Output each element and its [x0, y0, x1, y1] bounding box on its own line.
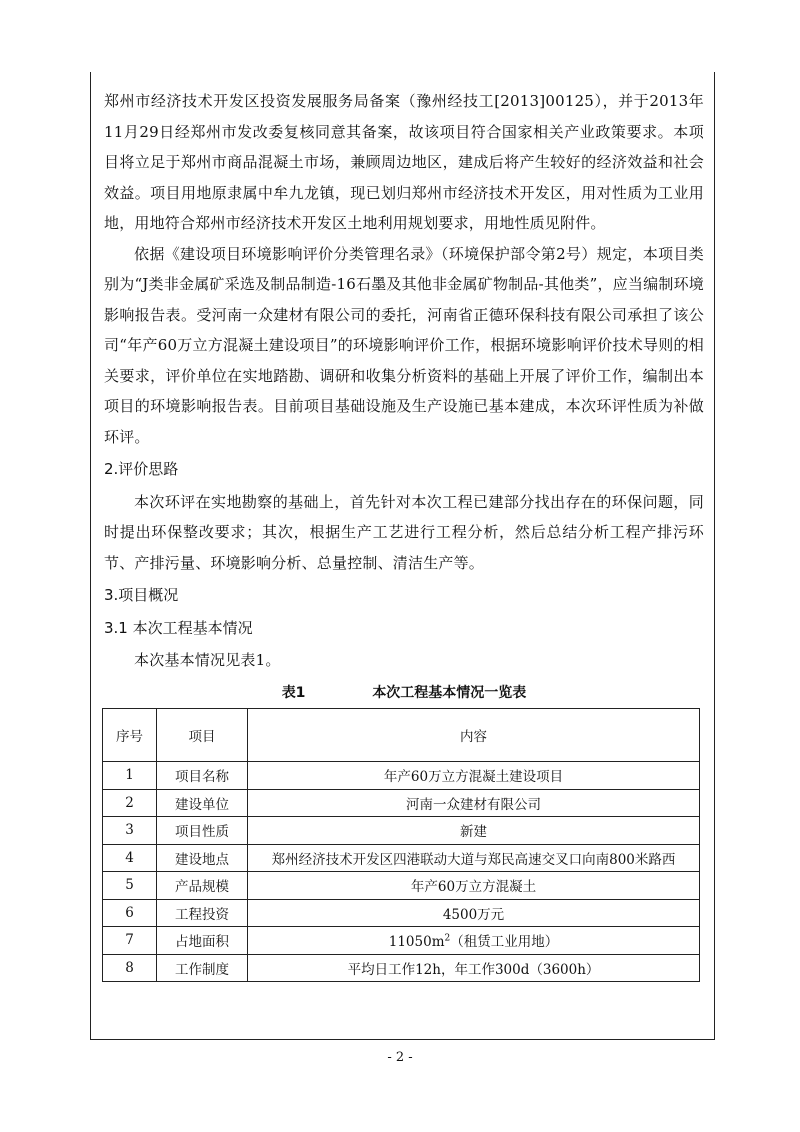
- cell-content: 年产60万立方混凝土: [248, 872, 700, 900]
- cell-item: 工作制度: [157, 954, 248, 982]
- header-serial: 序号: [103, 709, 157, 762]
- cell-serial: 5: [103, 872, 157, 900]
- table-row: [103, 899, 700, 927]
- cell-item: 项目名称: [157, 762, 248, 790]
- heading-evaluation-approach: 2.评价思路: [104, 460, 179, 478]
- table-caption: [104, 682, 704, 704]
- report-body: [104, 86, 704, 708]
- table-number: 表1: [281, 684, 306, 701]
- basic-info-table: [102, 708, 700, 982]
- cell-content: 新建: [248, 817, 700, 845]
- paragraph-project-approval: 郑州市经济技术开发区投资发展服务局备案（豫州经技工[2013]00125），并于2013年11月29日经郑州市发改委复核同意其备案，故该项目符合国家相关产业政策要求。本项目将立足于郑州市商品混凝土市场，兼顾周边地区，建成后将产生较好的经济效益和社会效益。项目用地原隶属中牟九龙镇，现已划归郑州市经济技术开发区，用对性质为工业用地，用地符合郑州市经济技术开发区土地利用规划要求，用地性质见附件。: [104, 92, 704, 232]
- cell-item: 占地面积: [157, 927, 248, 955]
- cell-serial: 8: [103, 954, 157, 982]
- cell-content: 郑州经济技术开发区四港联动大道与郑民高速交叉口向南800米路西: [248, 844, 700, 872]
- table-row: [103, 762, 700, 790]
- header-item: 项目: [157, 709, 248, 762]
- table-title: 本次工程基本情况一览表: [372, 684, 527, 701]
- table-row: [103, 927, 700, 955]
- cell-serial: 4: [103, 844, 157, 872]
- cell-serial: 1: [103, 762, 157, 790]
- cell-item: 产品规模: [157, 872, 248, 900]
- header-content: 内容: [248, 709, 700, 762]
- table-row: [103, 817, 700, 845]
- paragraph-classification: 依据《建设项目环境影响评价分类管理名录》（环境保护部令第2号）规定，本项目类别为“J类非金属矿采选及制品制造-16石墨及其他非金属矿物制品-其他类”，应当编制环境影响报告表。受河南一众建材有限公司的委托，河南省正德环保科技有限公司承担了该公司“年产60万立方混凝土建设项目”的环境影响评价工作，根据环境影响评价技术导则的相关要求，评价单位在实地踏勘、调研和收集分析资料的基础上开展了评价工作，编制出本项目的环境影响报告表。目前项目基础设施及生产设施已基本建成，本次环评性质为补做环评。: [104, 244, 704, 446]
- cell-serial: 2: [103, 789, 157, 817]
- heading-project-overview: 3.项目概况: [104, 586, 179, 604]
- cell-content: 平均日工作12h，年工作300d（3600h）: [248, 954, 700, 982]
- table-header-row: [103, 709, 700, 762]
- table-row: [103, 844, 700, 872]
- cell-content: 4500万元: [248, 899, 700, 927]
- cell-content: $11050m^2$（租赁工业用地）: [248, 927, 700, 955]
- cell-serial: 3: [103, 817, 157, 845]
- page-number: - 2 -: [387, 1050, 413, 1065]
- table-row: [103, 789, 700, 817]
- cell-content: 河南一众建材有限公司: [248, 789, 700, 817]
- table-row: [103, 954, 700, 982]
- cell-serial: 6: [103, 899, 157, 927]
- paragraph-see-table: 本次基本情况见表1。: [134, 651, 281, 669]
- cell-item: 建设单位: [157, 789, 248, 817]
- heading-basic-info: 3.1 本次工程基本情况: [104, 618, 253, 637]
- cell-item: 建设地点: [157, 844, 248, 872]
- table-row: [103, 872, 700, 900]
- cell-item: 工程投资: [157, 899, 248, 927]
- cell-item: 项目性质: [157, 817, 248, 845]
- cell-content: 年产60万立方混凝土建设项目: [248, 762, 700, 790]
- paragraph-evaluation-approach: 本次环评在实地勘察的基础上，首先针对本次工程已建部分找出存在的环保问题，同时提出环保整改要求；其次，根据生产工艺进行工程分析，然后总结分析工程产排污环节、产排污量、环境影响分析、总量控制、清洁生产等。: [104, 492, 704, 572]
- cell-serial: 7: [103, 927, 157, 955]
